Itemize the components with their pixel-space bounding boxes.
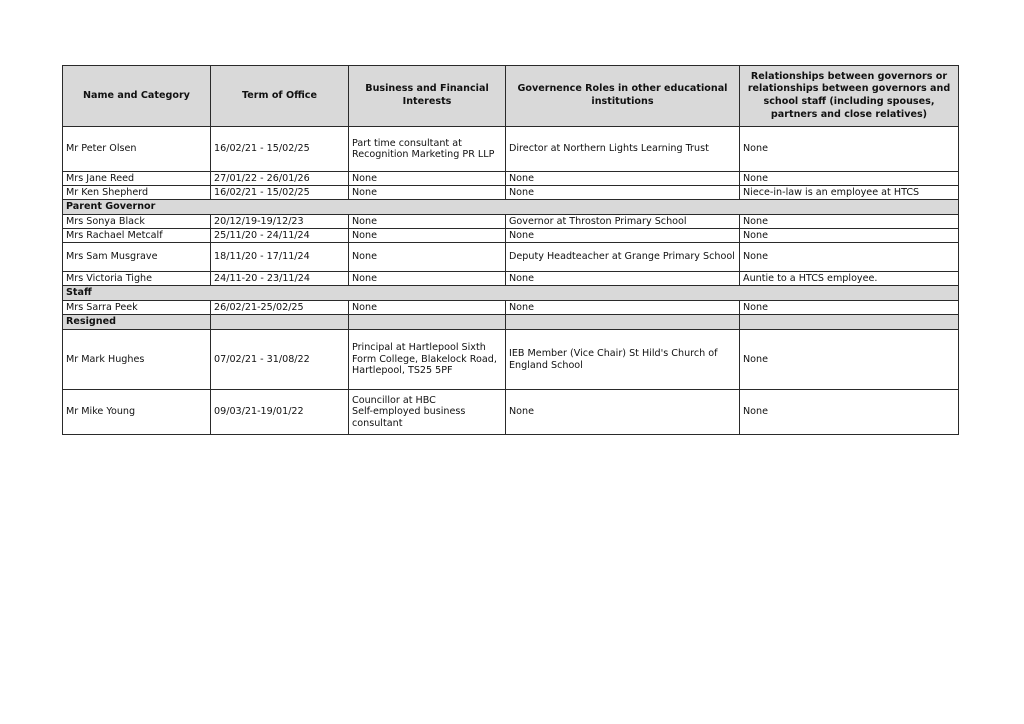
- cell-name: Mr Mark Hughes: [63, 330, 211, 390]
- table-row: [63, 272, 959, 286]
- cell-governance: None: [506, 301, 740, 315]
- cell-governance: None: [506, 186, 740, 200]
- header-name: Name and Category: [63, 66, 211, 127]
- table-row: [63, 243, 959, 272]
- cell-name: Mr Mike Young: [63, 390, 211, 435]
- cell-relationships: None: [740, 215, 959, 229]
- cell-term: 09/03/21-19/01/22: [211, 390, 349, 435]
- section-row-resigned: [63, 315, 959, 330]
- section-label: Parent Governor: [63, 200, 959, 215]
- cell-name: Mrs Jane Reed: [63, 172, 211, 186]
- cell-relationships: None: [740, 243, 959, 272]
- cell-business: None: [349, 301, 506, 315]
- cell-governance: IEB Member (Vice Chair) St Hild's Church of England School: [506, 330, 740, 390]
- cell-relationships: Auntie to a HTCS employee.: [740, 272, 959, 286]
- cell-term: 18/11/20 - 17/11/24: [211, 243, 349, 272]
- cell-governance: Deputy Headteacher at Grange Primary School: [506, 243, 740, 272]
- cell-term: 25/11/20 - 24/11/24: [211, 229, 349, 243]
- cell-relationships: None: [740, 172, 959, 186]
- cell-business: None: [349, 243, 506, 272]
- section-empty-cell: [740, 315, 959, 330]
- section-empty-cell: [506, 315, 740, 330]
- section-empty-cell: [349, 315, 506, 330]
- header-governance: Governence Roles in other educational institutions: [506, 66, 740, 127]
- cell-relationships: None: [740, 330, 959, 390]
- cell-governance: Director at Northern Lights Learning Trust: [506, 127, 740, 172]
- cell-term: 24/11-20 - 23/11/24: [211, 272, 349, 286]
- section-label: Staff: [63, 286, 959, 301]
- cell-governance: Governor at Throston Primary School: [506, 215, 740, 229]
- header-relationships: Relationships between governors or relationships between governors and school staff (including spouses, partners and close relatives): [740, 66, 959, 127]
- cell-name: Mrs Sonya Black: [63, 215, 211, 229]
- table-row: [63, 172, 959, 186]
- cell-name: Mr Peter Olsen: [63, 127, 211, 172]
- cell-term: 20/12/19-19/12/23: [211, 215, 349, 229]
- cell-relationships: None: [740, 229, 959, 243]
- cell-business: None: [349, 215, 506, 229]
- cell-business: Councillor at HBC Self-employed business consultant: [349, 390, 506, 435]
- cell-relationships: None: [740, 301, 959, 315]
- table-row: [63, 390, 959, 435]
- section-empty-cell: [211, 315, 349, 330]
- header-term: Term of Office: [211, 66, 349, 127]
- cell-term: 16/02/21 - 15/02/25: [211, 186, 349, 200]
- cell-name: Mr Ken Shepherd: [63, 186, 211, 200]
- cell-business: None: [349, 186, 506, 200]
- cell-term: 16/02/21 - 15/02/25: [211, 127, 349, 172]
- cell-governance: None: [506, 172, 740, 186]
- table-row: [63, 186, 959, 200]
- cell-business: Principal at Hartlepool Sixth Form College, Blakelock Road, Hartlepool, TS25 5PF: [349, 330, 506, 390]
- cell-business: Part time consultant at Recognition Marketing PR LLP: [349, 127, 506, 172]
- cell-business: None: [349, 172, 506, 186]
- cell-term: 27/01/22 - 26/01/26: [211, 172, 349, 186]
- cell-name: Mrs Sarra Peek: [63, 301, 211, 315]
- section-row-parent-governor: [63, 200, 959, 215]
- governors-register-table: [62, 65, 959, 435]
- cell-business: None: [349, 272, 506, 286]
- cell-governance: None: [506, 229, 740, 243]
- cell-governance: None: [506, 272, 740, 286]
- table-row: [63, 127, 959, 172]
- table-row: [63, 330, 959, 390]
- cell-business: None: [349, 229, 506, 243]
- header-business: Business and Financial Interests: [349, 66, 506, 127]
- table-row: [63, 301, 959, 315]
- cell-relationships: Niece-in-law is an employee at HTCS: [740, 186, 959, 200]
- cell-term: 26/02/21-25/02/25: [211, 301, 349, 315]
- table-row: [63, 215, 959, 229]
- section-label: Resigned: [63, 315, 211, 330]
- cell-term: 07/02/21 - 31/08/22: [211, 330, 349, 390]
- cell-relationships: None: [740, 390, 959, 435]
- cell-governance: None: [506, 390, 740, 435]
- header-row: [63, 66, 959, 127]
- section-row-staff: [63, 286, 959, 301]
- cell-relationships: None: [740, 127, 959, 172]
- cell-name: Mrs Rachael Metcalf: [63, 229, 211, 243]
- cell-name: Mrs Sam Musgrave: [63, 243, 211, 272]
- cell-name: Mrs Victoria Tighe: [63, 272, 211, 286]
- table-row: [63, 229, 959, 243]
